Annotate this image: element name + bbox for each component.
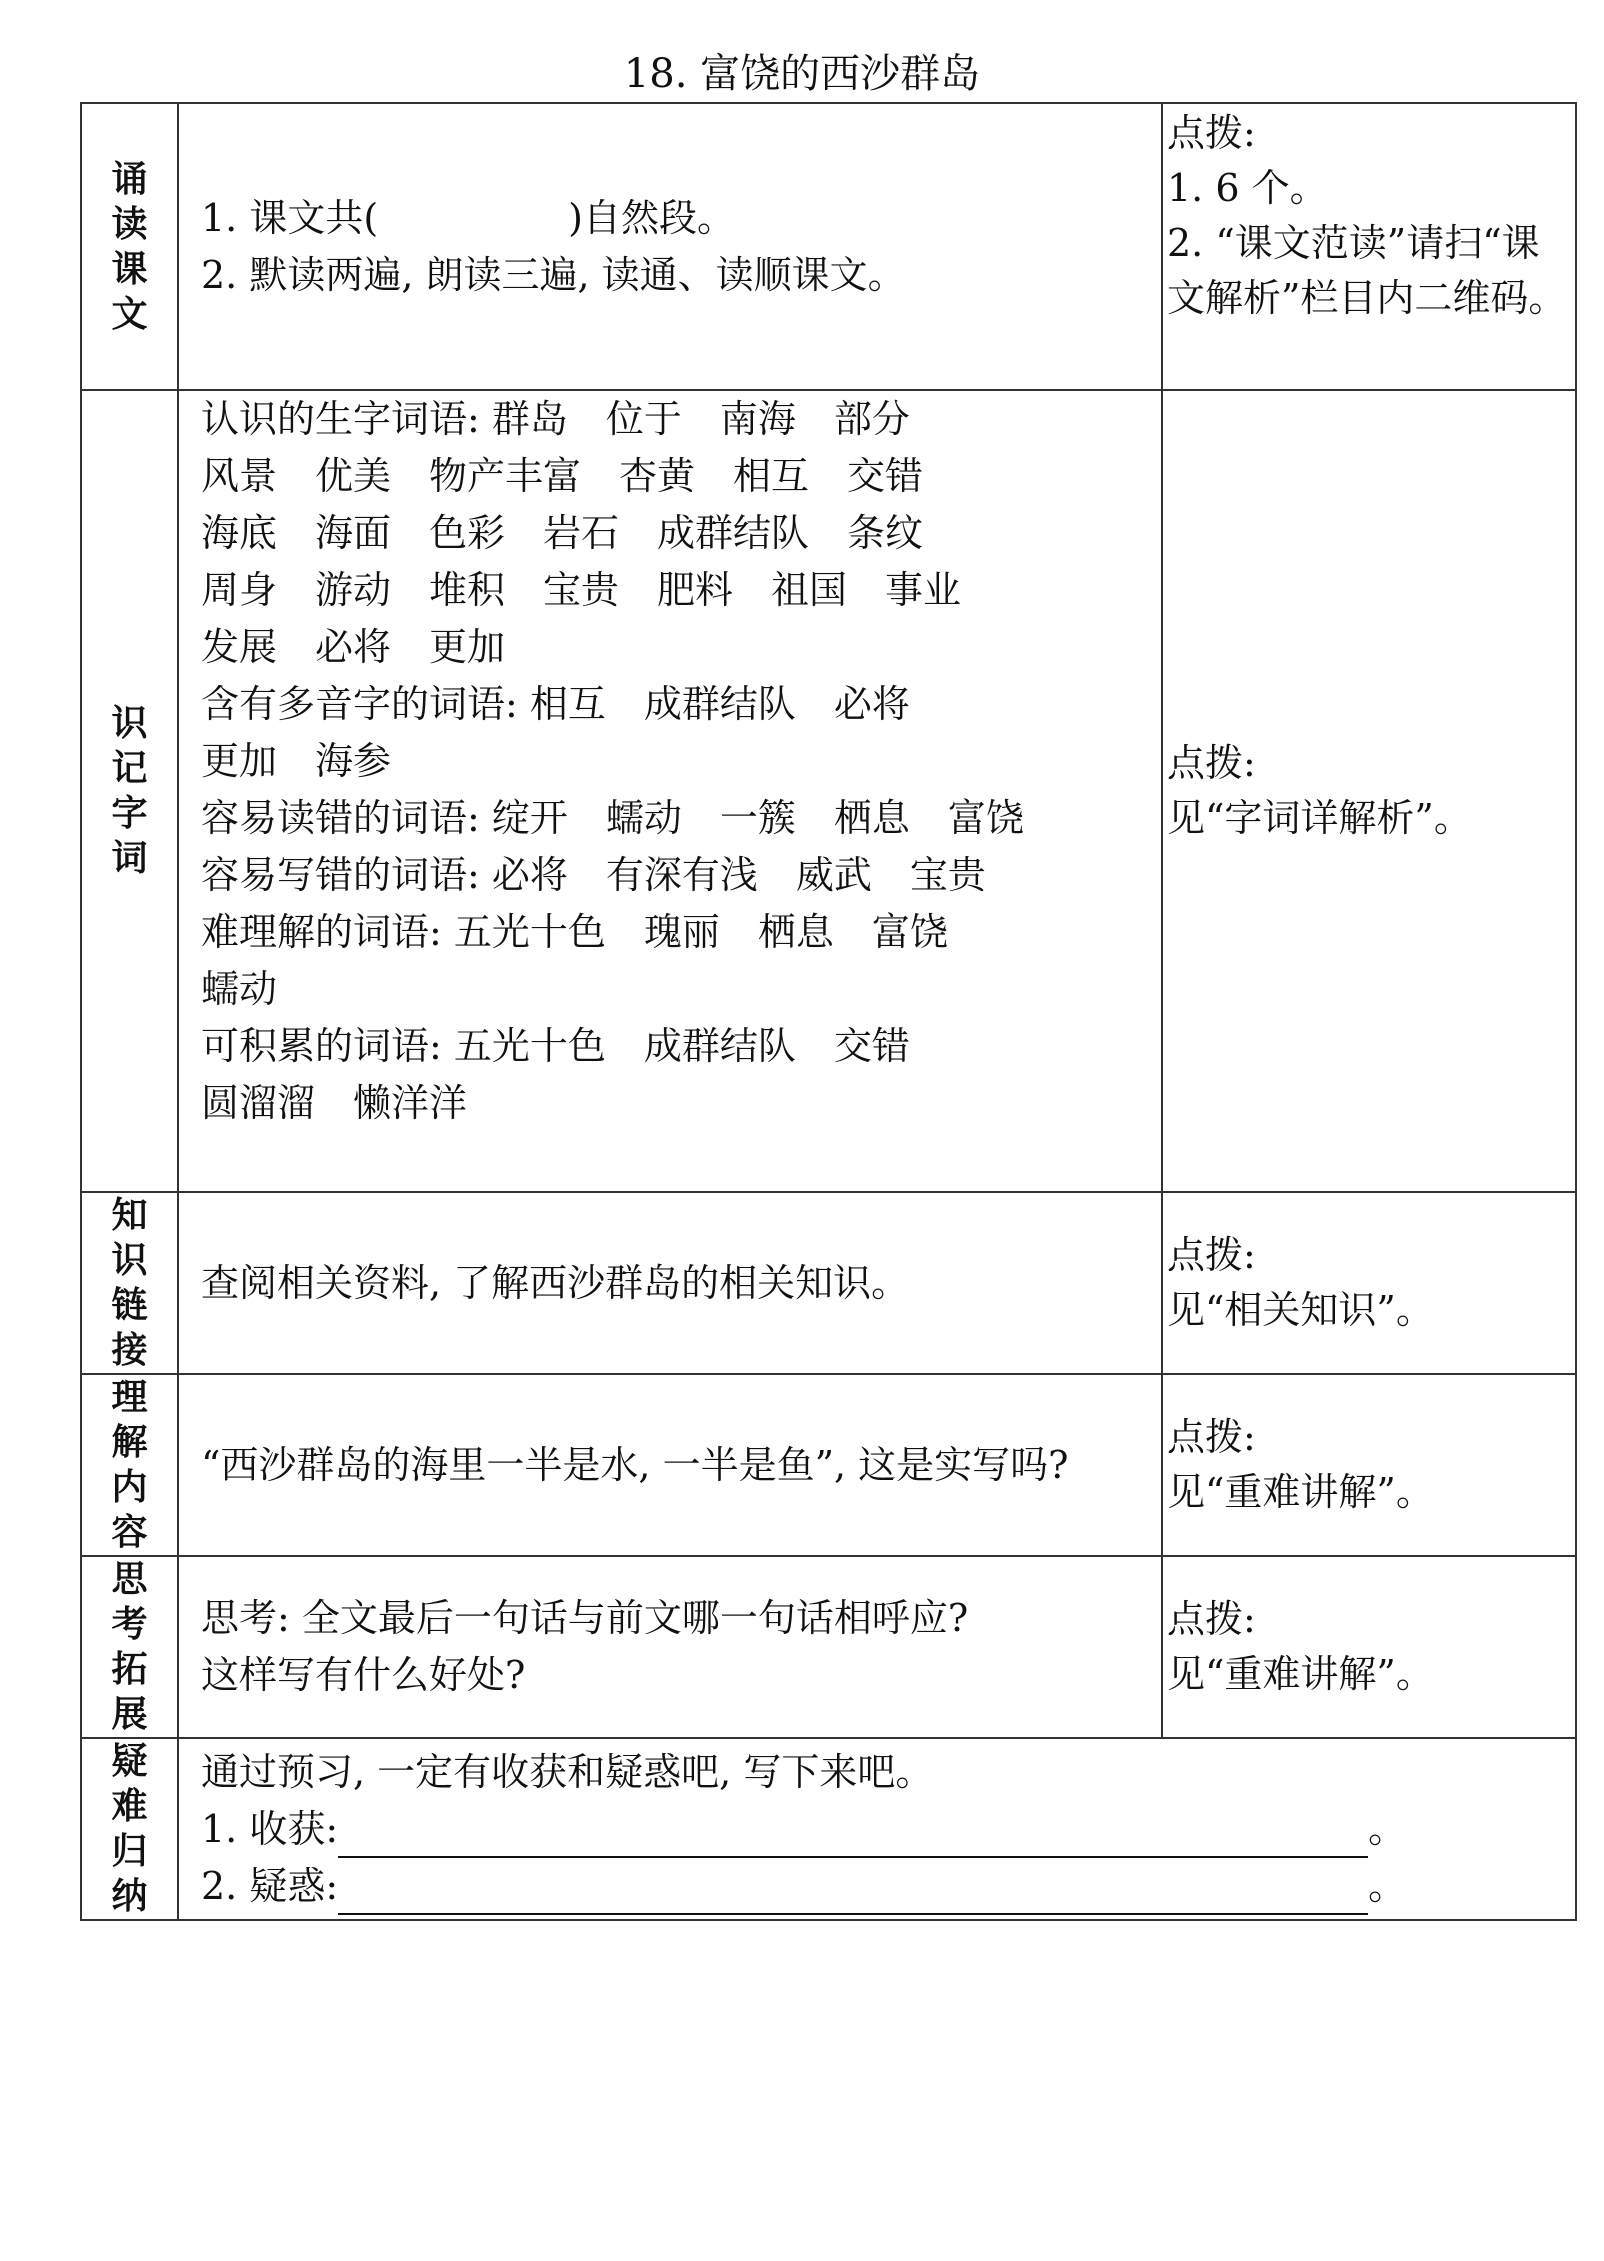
harvest-blank[interactable]: [338, 1816, 1368, 1858]
section-tip: 点拨: 见“重难讲解”。: [1162, 1556, 1576, 1738]
section-tip: 点拨: 见“字词详解析”。: [1162, 390, 1576, 1192]
section-row-understanding: [81, 1374, 1576, 1556]
section-row-vocabulary: [81, 390, 1576, 1192]
summary-content: 通过预习, 一定有收获和疑惑吧, 写下来吧。 1. 收获: 。 2. 疑惑: 。: [178, 1738, 1576, 1920]
doubt-blank[interactable]: [338, 1873, 1368, 1915]
doubt-line: 2. 疑惑: 。: [201, 1858, 1561, 1915]
harvest-line: 1. 收获: 。: [201, 1801, 1561, 1858]
section-row-knowledge: [81, 1192, 1576, 1374]
section-content: 查阅相关资料, 了解西沙群岛的相关知识。: [178, 1192, 1162, 1374]
section-row-summary: [81, 1738, 1576, 1920]
section-tip: 点拨: 见“重难讲解”。: [1162, 1374, 1576, 1556]
section-label: 思 考 拓 展: [81, 1556, 178, 1738]
section-row-reading: [81, 103, 1576, 390]
page-title: 18. 富饶的西沙群岛: [623, 51, 981, 97]
section-row-extension: [81, 1556, 1576, 1738]
section-content: “西沙群岛的海里一半是水, 一半是鱼”, 这是实写吗?: [178, 1374, 1162, 1556]
section-label: 诵 读 课 文: [81, 103, 178, 390]
preview-table: [80, 102, 1577, 1921]
section-content: 1. 课文共( )自然段。 2. 默读两遍, 朗读三遍, 读通、读顺课文。: [178, 103, 1162, 390]
section-label: 识 记 字 词: [81, 390, 178, 1192]
section-tip: 点拨: 1. 6 个。 2. “课文范读”请扫“课文解析”栏目内二维码。: [1162, 103, 1576, 390]
section-label: 知 识 链 接: [81, 1192, 178, 1374]
section-content: 认识的生字词语: 群岛 位于 南海 部分 风景 优美 物产丰富 杏黄 相互 交错 海底 海面 色彩 岩石 成群结队 条纹 周身 游动 堆积 宝贵 肥料 祖国 事业 发展 必将 更加 含有多音字的词语: 相互 成群结队 必将 更加 海参 容易读错的词语: 绽开 蠕动 一簇 栖息 富饶 容易写错的词语: 必将 有深有浅 威武 宝贵 难理解的词语: 五光十色 瑰丽 栖息 富饶 蠕动 可积累的词语: 五光十色 成群结队 交错 圆溜溜 懒洋洋: [178, 390, 1162, 1192]
section-label: 理 解 内 容: [81, 1374, 178, 1556]
section-label: 疑 难 归 纳: [81, 1738, 178, 1920]
section-content: 思考: 全文最后一句话与前文哪一句话相呼应? 这样写有什么好处?: [178, 1556, 1162, 1738]
section-tip: 点拨: 见“相关知识”。: [1162, 1192, 1576, 1374]
